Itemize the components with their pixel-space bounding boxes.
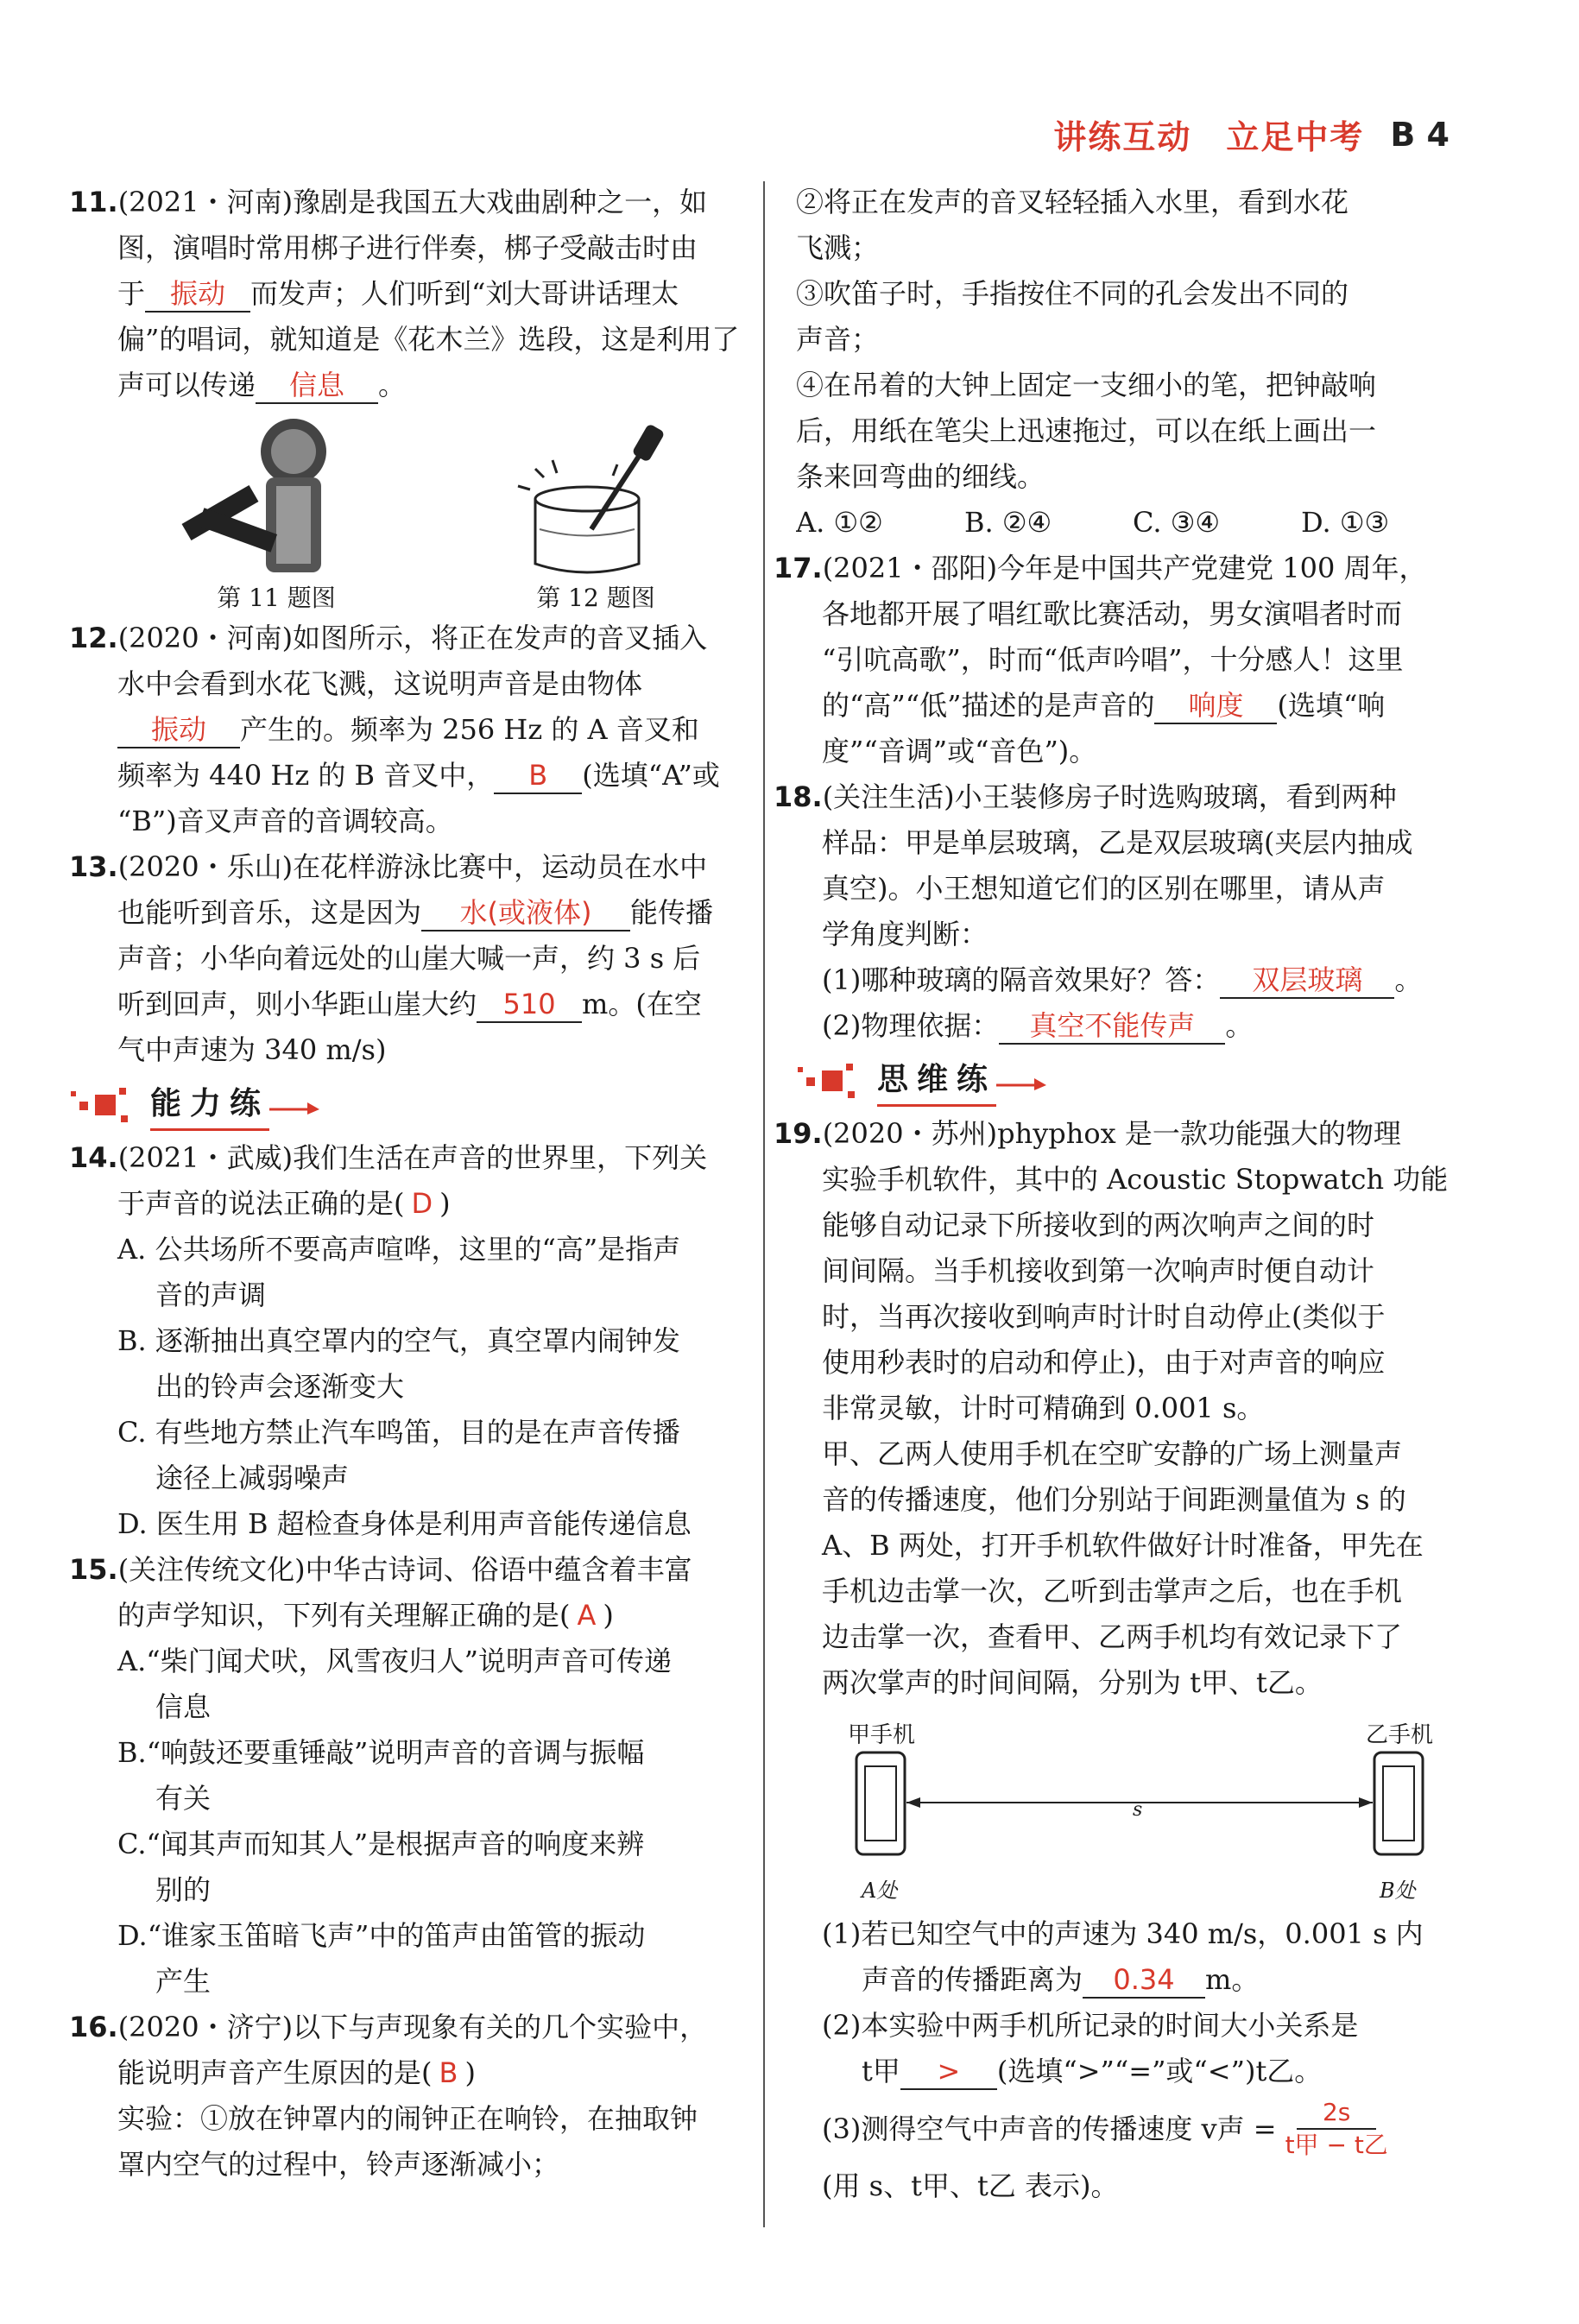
question-text: 于 — [117, 277, 146, 310]
question-text: 的声学知识，下列有关理解正确的是( — [117, 1599, 571, 1632]
question-text: 偏”的唱词，就知道是《花木兰》选段，这是利用了 — [117, 323, 740, 356]
option-c: 别的 — [155, 1873, 212, 1906]
question-text: ) — [439, 1187, 451, 1220]
question-text: (2020・济宁)以下与声现象有关的几个实验中， — [117, 2011, 708, 2043]
option-d: 产生 — [155, 1965, 212, 1998]
option-b: B. 逐渐抽出真空罩内的空气，真空罩内闹钟发 — [117, 1324, 680, 1357]
option-b: 出的铃声会逐渐变大 — [155, 1370, 405, 1403]
header-slogan: 讲练互动 立足中考 — [1053, 118, 1365, 156]
question-text: 声可以传递 — [117, 369, 256, 401]
left-column — [69, 180, 742, 2188]
question-text: 学角度判断： — [822, 918, 988, 950]
section-title-thinking — [796, 1056, 1461, 1108]
answer-fraction — [1285, 2097, 1388, 2161]
answer-blank: 0.34 — [1083, 1962, 1205, 1999]
question-text: 音的传播速度，他们分别站于间距测量值为 s 的 — [822, 1483, 1406, 1516]
question-text: 的“高”“低”描述的是声音的 — [822, 689, 1155, 722]
option-a: 信息 — [155, 1690, 212, 1723]
figure-11 — [164, 417, 388, 616]
question-17 — [774, 546, 1461, 774]
question-text: 声音； — [796, 323, 880, 356]
question-text: ) — [603, 1599, 614, 1632]
option-b: B. ②④ — [964, 506, 1052, 539]
question-text: 声音的传播距离为 — [862, 1963, 1083, 1996]
question-text: 水中会看到水花飞溅，这说明声音是由物体 — [117, 667, 643, 700]
option-d: D. ①③ — [1301, 506, 1390, 539]
question-text: (选填“响 — [1277, 689, 1386, 722]
answer-blank: 振动 — [145, 276, 250, 313]
question-text: “B”)音叉声音的音调较高。 — [117, 805, 453, 837]
question-number: 18. — [774, 780, 823, 813]
question-text: 条来回弯曲的细线。 — [796, 460, 1045, 493]
question-text: 时，当再次接收到响声时计时自动停止(类似于 — [822, 1300, 1386, 1333]
option-c: C.“闻其声而知其人”是根据声音的响度来辨 — [117, 1828, 645, 1860]
question-text: 度”“音调”或“音色”)。 — [822, 735, 1097, 767]
question-text: (2020・苏州)phyphox 是一款功能强大的物理 — [822, 1117, 1401, 1150]
column-divider — [763, 181, 765, 2227]
answer-choice: D — [411, 1187, 433, 1220]
question-text: 也能听到音乐，这是因为 — [117, 896, 422, 929]
question-12 — [69, 616, 742, 844]
question-13 — [69, 844, 742, 1073]
question-text: 边击掌一次，查看甲、乙两手机均有效记录下了 — [822, 1620, 1403, 1653]
question-text: 。 — [378, 369, 407, 401]
distance-label: s — [1133, 1799, 1143, 1821]
option-a: 音的声调 — [155, 1279, 267, 1311]
answer-blank: 双层玻璃 — [1220, 963, 1394, 999]
question-18 — [774, 774, 1461, 1049]
question-number: 17. — [774, 552, 823, 584]
arrow-right-icon — [269, 1097, 321, 1115]
question-text: 频率为 440 Hz 的 B 音叉中， — [117, 759, 495, 792]
question-text: 于声音的说法正确的是( — [117, 1187, 405, 1220]
question-text: 各地都开展了唱红歌比赛活动，男女演唱者时而 — [822, 597, 1403, 630]
question-number: 15. — [69, 1553, 118, 1586]
question-text: (1)若已知空气中的声速为 340 m/s，0.001 s 内 — [822, 1917, 1424, 1950]
question-text: m。 — [1205, 1963, 1260, 1996]
question-text: (用 s、t甲、t乙 表示)。 — [822, 2169, 1119, 2202]
question-text: 间间隔。当手机接收到第一次响声时便自动计 — [822, 1254, 1375, 1287]
question-number: 16. — [69, 2011, 118, 2043]
option-d: D. 医生用 B 超检查身体是利用声音能传递信息 — [117, 1507, 692, 1540]
phones-diagram — [831, 1713, 1461, 1911]
question-text: 气中声速为 340 m/s) — [117, 1033, 387, 1066]
question-text: (2021・邵阳)今年是中国共产党建党 100 周年， — [822, 552, 1427, 584]
fraction-denominator: t甲 − t乙 — [1285, 2131, 1388, 2159]
question-text: ④在吊着的大钟上固定一支细小的笔，把钟敲响 — [796, 369, 1377, 401]
question-number: 13. — [69, 850, 118, 883]
location-b-label: B处 — [1380, 1879, 1416, 1903]
question-text: (3)测得空气中声音的传播速度 v声 = — [822, 2112, 1277, 2145]
section-label: 能力练 — [150, 1081, 269, 1131]
section-decoration-icon — [796, 1060, 865, 1103]
question-text: (2021・武威)我们生活在声音的世界里，下列关 — [117, 1141, 708, 1174]
question-text: 飞溅； — [796, 231, 880, 264]
arrow-right-icon — [996, 1073, 1048, 1090]
figures-11-12 — [104, 417, 742, 616]
question-text: (2)本实验中两手机所记录的时间大小关系是 — [822, 2009, 1359, 2042]
question-11 — [69, 180, 742, 408]
question-15 — [69, 1547, 742, 2005]
right-column — [774, 180, 1461, 2209]
question-text: (2020・乐山)在花样游泳比赛中，运动员在水中 — [117, 850, 708, 883]
question-14 — [69, 1135, 742, 1547]
question-text: 能传播 — [630, 896, 714, 929]
question-text: 能说明声音产生原因的是( — [117, 2056, 433, 2089]
answer-blank: B — [494, 758, 582, 794]
answer-blank: 真空不能传声 — [999, 1008, 1225, 1045]
question-text: (2020・河南)如图所示，将正在发声的音叉插入 — [117, 622, 708, 654]
question-text: 听到回声，则小华距山崖大约 — [117, 988, 477, 1020]
location-a-label: A处 — [862, 1879, 898, 1903]
tuning-fork-beaker-image — [509, 417, 682, 581]
option-c: 途径上减弱噪声 — [155, 1462, 350, 1494]
question-text: (选填“A”或 — [582, 759, 720, 792]
phone-a-label: 甲手机 — [848, 1722, 916, 1748]
question-text: 。 — [1225, 1009, 1254, 1042]
question-number: 14. — [69, 1141, 118, 1174]
answer-blank: 振动 — [117, 712, 240, 748]
question-text: A、B 两处，打开手机软件做好计时准备，甲先在 — [822, 1529, 1424, 1562]
section-decoration-icon — [69, 1084, 138, 1127]
option-b: 有关 — [155, 1782, 212, 1815]
figure-12-caption: 第 12 题图 — [536, 584, 655, 612]
question-text: ②将正在发声的音叉轻轻插入水里，看到水花 — [796, 186, 1349, 218]
question-number: 11. — [69, 186, 118, 218]
question-text: 而发声；人们听到“刘大哥讲话理太 — [250, 277, 679, 310]
option-b: B.“响鼓还要重锤敲”说明声音的音调与振幅 — [117, 1736, 645, 1769]
question-text: 能够自动记录下所接收到的两次响声之间的时 — [822, 1209, 1375, 1241]
figure-11-caption: 第 11 题图 — [217, 584, 336, 612]
option-d: D.“谁家玉笛暗飞声”中的笛声由笛管的振动 — [117, 1919, 646, 1952]
question-text: 两次掌声的时间间隔，分别为 t甲、t乙。 — [822, 1666, 1323, 1699]
question-number: 12. — [69, 622, 118, 654]
section-title-ability — [69, 1080, 742, 1132]
question-text: 甲、乙两人使用手机在空旷安静的广场上测量声 — [822, 1437, 1403, 1470]
question-text: 手机边击掌一次，乙听到击掌声之后，也在手机 — [822, 1575, 1403, 1607]
answer-blank: 响度 — [1154, 688, 1277, 724]
fraction-numerator: 2s — [1297, 2097, 1376, 2130]
opera-singer-image — [164, 417, 388, 581]
page-number: B 4 — [1390, 115, 1450, 154]
question-number: 19. — [774, 1117, 823, 1150]
question-text: 后，用纸在笔尖上迅速拖过，可以在纸上画出一 — [796, 414, 1377, 447]
question-text: 产生的。频率为 256 Hz 的 A 音叉和 — [240, 713, 699, 746]
question-text: (关注传统文化)中华古诗词、俗语中蕴含着丰富 — [117, 1553, 692, 1586]
section-label: 思维练 — [877, 1057, 996, 1107]
figure-12 — [509, 417, 682, 616]
question-text: 声音；小华向着远处的山崖大喊一声，约 3 s 后 — [117, 942, 701, 975]
answer-blank: 水(或液体) — [421, 895, 630, 931]
question-text: m。(在空 — [582, 988, 702, 1020]
question-16-continued — [796, 180, 1461, 546]
question-19 — [774, 1111, 1461, 2209]
question-text: (选填“>”“=”或“<”)t乙。 — [996, 2055, 1323, 2087]
question-text: t甲 — [862, 2055, 900, 2087]
question-text: 真空)。小王想知道它们的区别在哪里，请从声 — [822, 872, 1386, 905]
option-c: C. ③④ — [1133, 506, 1221, 539]
question-text: (关注生活)小王装修房子时选购玻璃，看到两种 — [822, 780, 1397, 813]
question-text: 。 — [1394, 963, 1423, 996]
answer-choice: B — [439, 2056, 458, 2089]
option-c: C. 有些地方禁止汽车鸣笛，目的是在声音传播 — [117, 1416, 680, 1449]
question-text: (2021・河南)豫剧是我国五大戏曲剧种之一，如 — [117, 186, 708, 218]
question-text: ) — [464, 2056, 476, 2089]
question-text: 实验：①放在钟罩内的闹钟正在响铃，在抽取钟 — [117, 2102, 698, 2135]
question-text: 非常灵敏，计时可精确到 0.001 s。 — [822, 1392, 1265, 1424]
phone-b-label: 乙手机 — [1366, 1722, 1434, 1748]
answer-blank: > — [900, 2054, 997, 2090]
option-a: A. ①② — [796, 506, 883, 539]
answer-blank: 510 — [477, 987, 582, 1023]
question-text: 罩内空气的过程中，铃声逐渐减小； — [117, 2148, 560, 2181]
question-text: (1)哪种玻璃的隔音效果好？答： — [822, 963, 1221, 996]
question-text: ③吹笛子时，手指按住不同的孔会发出不同的 — [796, 277, 1349, 310]
question-text: 实验手机软件，其中的 Acoustic Stopwatch 功能 — [822, 1163, 1449, 1196]
question-text: 使用秒表时的启动和停止)，由于对声音的响应 — [822, 1346, 1386, 1379]
option-a: A. 公共场所不要高声喧哗，这里的“高”是指声 — [117, 1233, 681, 1266]
answer-blank: 信息 — [256, 368, 378, 404]
option-a: A.“柴门闻犬吠，风雪夜归人”说明声音可传递 — [117, 1645, 673, 1677]
question-text: “引吭高歌”，时而“低声吟唱”，十分感人！这里 — [822, 643, 1404, 676]
answer-choice: A — [577, 1599, 597, 1632]
question-16 — [69, 2005, 742, 2188]
question-text: (2)物理依据： — [822, 1009, 1000, 1042]
page-header — [1053, 111, 1450, 158]
question-text: 样品：甲是单层玻璃，乙是双层玻璃(夹层内抽成 — [822, 826, 1413, 859]
question-text: 图，演唱时常用梆子进行伴奏，梆子受敲击时由 — [117, 231, 698, 264]
